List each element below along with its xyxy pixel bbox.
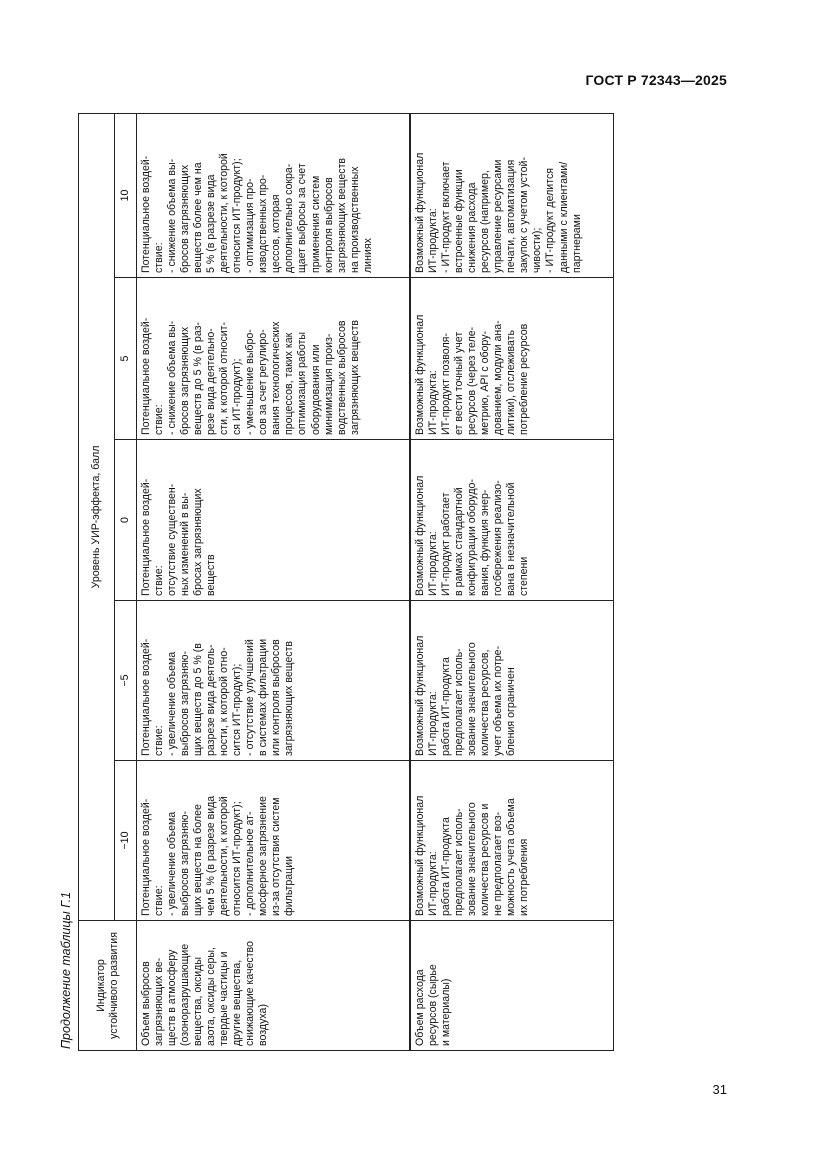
level-column-group-header: Уровень УИР-эффекта, балл [79, 114, 115, 921]
indicator-cell: Объем выбросов загрязняющих ве- ществ в атмосферу (озоноразрушающие вещества, оксиды азота, оксиды серы, твердые частицы и другие вещества, снижающие качество воздуха) [137, 921, 411, 1051]
table-cell: Потенциальное воздей- ствие: - увеличение объема выбросов загрязняю- щих веществ до 5 % (в разрезе вида деятель- ности, к которой отно- сится ИТ-продукт); - отсутствие улучшений в системах фильтрации или контроля выбросов загрязняющих веществ [137, 601, 411, 761]
column-header-5: 5 [115, 278, 137, 440]
indicator-column-header: Индикатор устойчивого развития [79, 921, 137, 1051]
table-cell: Возможный функционал ИТ-продукта: работа ИТ-продукта предполагает исполь- зование значительного количества ресурсов и не предполагает воз- можность учета объема их потребления [410, 761, 613, 921]
column-header-10: 10 [115, 114, 137, 278]
table-cell: Потенциальное воздей- ствие: - снижение объема вы- бросов загрязняющих веществ до 5 % (в раз- резе вида деятельно- сти, к которой относит- ся ИТ-продукт); - уменьшение выбро- сов за счет регулиро- вания технологических процессов, таких как оптимизация работы оборудования или минимизация произ- водственных выбросов загрязняющих веществ [137, 278, 411, 440]
rotated-table-block [54, 114, 614, 1051]
document-code: ГОСТ Р 72343—2025 [585, 72, 727, 88]
table-row [137, 114, 411, 1051]
table-cell: Потенциальное воздей- ствие: отсутствие существен- ных изменений в вы- бросах загрязняющих веществ [137, 440, 411, 601]
column-header-0: 0 [115, 440, 137, 601]
table-caption: Продолжение таблицы Г.1 [59, 891, 73, 1049]
page-number: 31 [712, 1082, 727, 1097]
table-cell: Потенциальное воздей- ствие: - снижение объема вы- бросов загрязняющих веществ более чем на 5 % (в разрезе вида деятельности, к которой относится ИТ-продукт); - оптимизация про- изводственных про- цессов, которая дополнительно сокра- щает выбросы за счет применения систем контроля выбросов загрязняющих веществ на производственных линиях [137, 114, 411, 278]
column-header-minus5: −5 [115, 601, 137, 761]
table-cell: Потенциальное воздей- ствие: - увеличение объема выбросов загрязняю- щих веществ на более чем 5 % (в разрезе вида деятельности, к которой относится ИТ-продукт); - дополнительное ат- мосферное загрязнение из-за отсутствия систем фильтрации [137, 761, 411, 921]
table-cell: Возможный функционал ИТ-продукта: ИТ-продукт позволя- ет вести точный учет ресурсов (через теле- метрию, API с обору- дованием, модули ана- литики), отслеживать потребление ресурсов [410, 278, 613, 440]
table-row [410, 114, 613, 1051]
table-cell: Возможный функционал ИТ-продукта: ИТ-продукт работает в рамках стандартной конфигурации оборудо- вания, функция энер- госбережения реализо- вана в незначительной степени [410, 440, 613, 601]
table-cell: Возможный функционал ИТ-продукта: работа ИТ-продукта предполагает исполь- зование значительного количества ресурсов, учет объема их потре- бления ограничен [410, 601, 613, 761]
column-header-minus10: −10 [115, 761, 137, 921]
sustainability-indicator-table [78, 113, 614, 1051]
indicator-cell: Объем расхода ресурсов (сырье и материалы) [410, 921, 613, 1051]
table-cell: Возможный функционал ИТ-продукта: - ИТ-продукт включает встроенные функции снижения расхода ресурсов (например, управление ресурсами печати, автоматизация закупок с учетом устой- чивости); - ИТ-продукт делится данными с клиентами/ партнерами [410, 114, 613, 278]
